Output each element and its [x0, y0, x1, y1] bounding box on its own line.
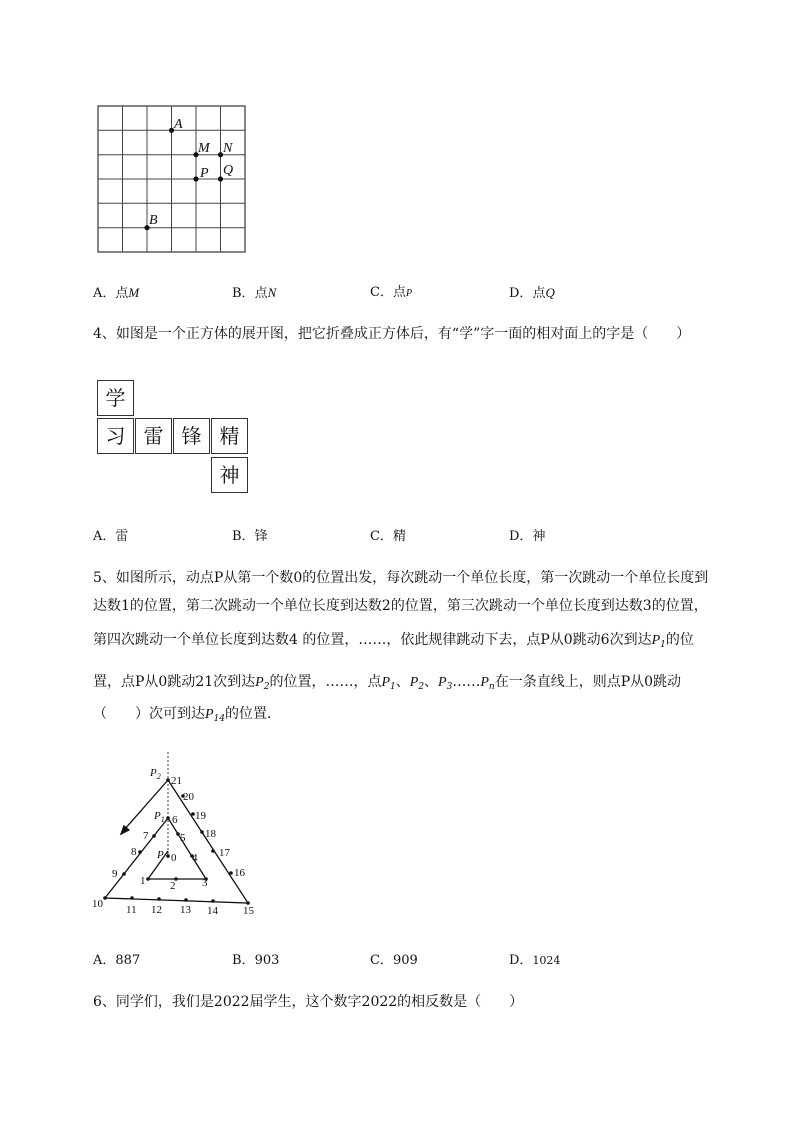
svg-text:11: 11: [126, 904, 137, 916]
q5-option-d[interactable]: D．1024: [509, 953, 561, 968]
cube-cell-xi: 习: [97, 418, 134, 454]
svg-text:5: 5: [180, 832, 186, 844]
svg-text:10: 10: [92, 898, 103, 910]
svg-text:0: 0: [171, 852, 177, 864]
q5-line-5: （ ）次可到达$P_{14}$的位置．: [93, 706, 282, 724]
q4-option-a[interactable]: A．雷: [93, 529, 129, 544]
label-b: B: [149, 213, 158, 228]
q5-line-2: 达数1的位置，第二次跳动一个单位长度到达数2的位置，第三次跳动一个单位长度到达数3的位置，: [93, 598, 708, 614]
svg-text:18: 18: [205, 828, 216, 840]
cube-net: [97, 380, 250, 495]
svg-text:9: 9: [112, 868, 118, 880]
svg-text:6: 6: [172, 814, 178, 826]
svg-text:21: 21: [171, 775, 182, 787]
q4-option-b[interactable]: B．锋: [232, 529, 268, 544]
q5-line-4: 置，点P从0跳动21次到达$P_2$的位置，……，点$P_1$、$P_2$、$P_3\dots\dots P_n$在一条直线上，则点P从0跳动: [93, 674, 682, 692]
label-n: N: [223, 141, 233, 156]
svg-text:20: 20: [183, 791, 194, 803]
label-m: M: [198, 141, 210, 156]
svg-text:3: 3: [202, 877, 208, 889]
grid-figure: [90, 100, 260, 260]
cube-cell-lei: 雷: [135, 418, 172, 454]
svg-text:P1: $P_1$: [154, 810, 165, 824]
q3-option-a[interactable]: A．点M: [93, 285, 140, 301]
svg-text:13: 13: [180, 904, 191, 916]
q5-line-1: 5、如图所示，动点P从第一个数0的位置出发，每次跳动一个单位长度，第一次跳动一个单位长度到: [93, 570, 709, 586]
svg-text:14: 14: [207, 905, 218, 917]
svg-text:P: P: [157, 849, 164, 861]
svg-text:2: 2: [170, 880, 176, 892]
q3-option-d[interactable]: D．点Q: [509, 285, 555, 301]
svg-text:15: 15: [243, 905, 254, 917]
svg-text:16: 16: [234, 867, 245, 879]
q5-option-b[interactable]: B．903: [232, 953, 280, 968]
svg-text:1: 1: [140, 875, 146, 887]
cube-cell-xue: 学: [97, 380, 134, 416]
q4-stem: 4、如图是一个正方体的展开图，把它折叠成正方体后，有“学”字一面的相对面上的字是（ ）: [93, 326, 691, 342]
label-a: A: [174, 117, 183, 132]
svg-text:7: 7: [143, 830, 149, 842]
svg-text:8: 8: [131, 846, 137, 858]
triangle-jump-figure: [88, 748, 268, 920]
q4-option-d[interactable]: D．神: [509, 529, 546, 544]
q4-option-c[interactable]: C．精: [370, 529, 406, 544]
svg-text:P2: $P_2$: [150, 767, 161, 781]
q6-stem: 6、同学们，我们是2022届学生，这个数字2022的相反数是（ ）: [93, 994, 524, 1010]
q3-option-c[interactable]: C．点P: [370, 285, 413, 300]
q5-line-3: 第四次跳动一个单位长度到达数4 的位置，……，依此规律跳动下去，点P从0跳动6次到达$P_1$的位: [93, 632, 694, 650]
cube-cell-jing: 精: [211, 418, 248, 454]
svg-text:4: 4: [192, 852, 198, 864]
q3-option-b[interactable]: B．点N: [232, 285, 277, 301]
q5-option-a[interactable]: A．887: [93, 953, 141, 968]
label-q: Q: [223, 163, 234, 178]
label-p: P: [200, 166, 209, 181]
cube-cell-shen: 神: [211, 457, 248, 493]
point-p: [193, 176, 198, 181]
q5-option-c[interactable]: C．909: [370, 953, 418, 968]
svg-text:19: 19: [195, 810, 206, 822]
svg-text:12: 12: [151, 904, 162, 916]
cube-cell-feng: 锋: [173, 418, 210, 454]
svg-text:17: 17: [219, 847, 230, 859]
